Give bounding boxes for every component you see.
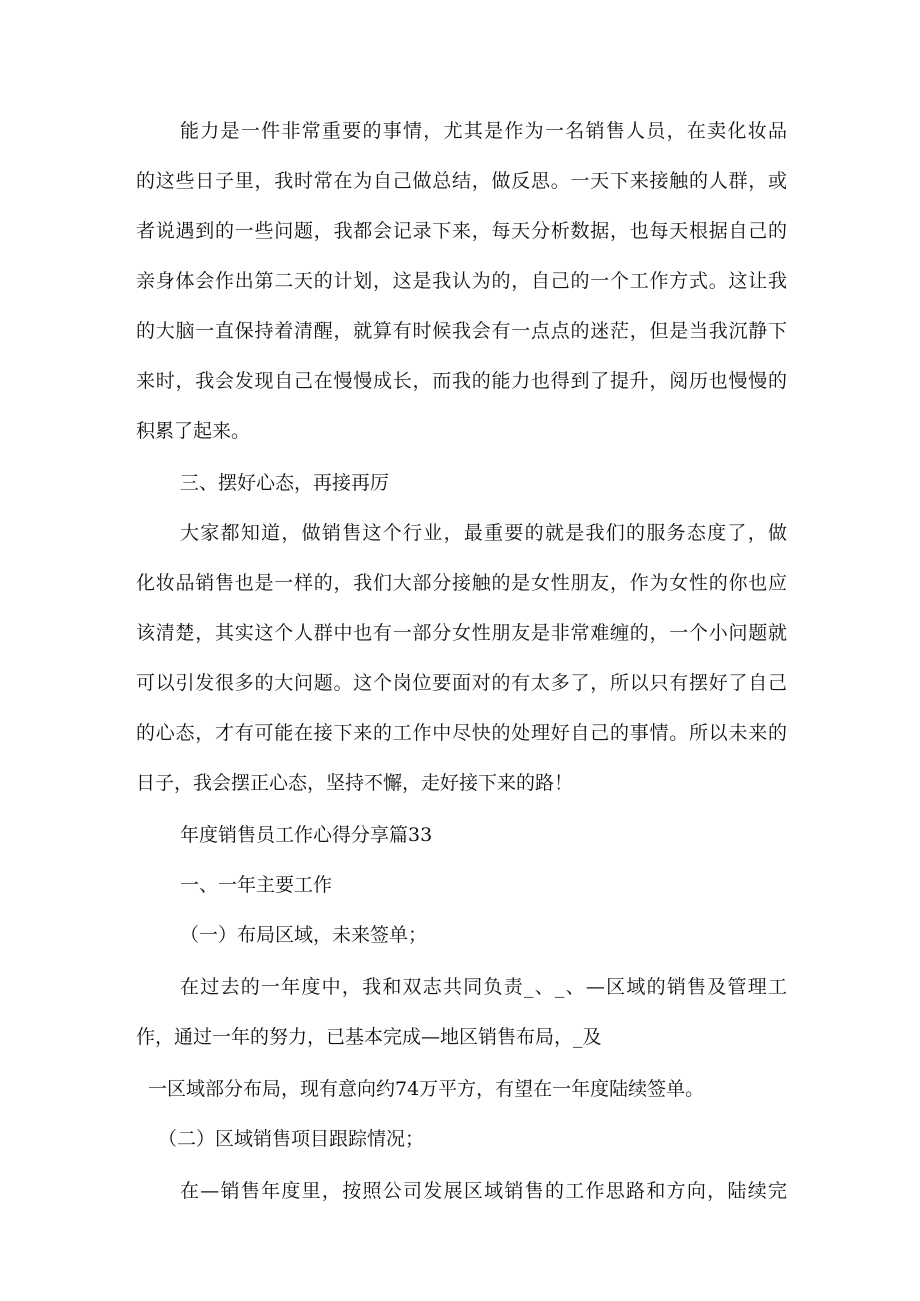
- paragraph-line: 可以引发很多的大问题。这个岗位要面对的有太多了，所以只有摆好了自己: [136, 672, 787, 694]
- paragraph-line: 能力是一件非常重要的事情，尤其是作为一名销售人员，在卖化妆品: [180, 120, 787, 142]
- paragraph-line: 的心态，才有可能在接下来的工作中尽快的处理好自己的事情。所以未来的: [136, 722, 787, 744]
- paragraph-line: 大家都知道，做销售这个行业，最重要的就是我们的服务态度了，做: [180, 522, 787, 544]
- article-title: 年度销售员工作心得分享篇33: [180, 824, 433, 846]
- paragraph-line: 化妆品销售也是一样的，我们大部分接触的是女性朋友，作为女性的你也应: [136, 572, 787, 594]
- paragraph-line: 来时，我会发现自己在慢慢成长，而我的能力也得到了提升，阅历也慢慢的: [136, 370, 787, 392]
- paragraph-line: 在—销售年度里，按照公司发展区域销售的工作思路和方向，陆续完: [180, 1180, 787, 1202]
- paragraph-line: 的这些日子里，我时常在为自己做总结，做反思。一天下来接触的人群，或: [136, 170, 787, 192]
- section-heading: 三、摆好心态，再接再厉: [180, 472, 390, 494]
- paragraph-line: 该清楚，其实这个人群中也有一部分女性朋友是非常难缠的，一个小问题就: [136, 622, 787, 644]
- paragraph-line: 亲身体会作出第二天的计划，这是我认为的，自己的一个工作方式。这让我: [136, 270, 787, 292]
- paragraph-line: 作，通过一年的努力，已基本完成—地区销售布局，_及: [136, 1026, 602, 1048]
- paragraph-line: 者说遇到的一些问题，我都会记录下来，每天分析数据，也每天根据自己的: [136, 220, 787, 242]
- subsection-heading: （一）布局区域，未来签单；: [180, 924, 428, 946]
- subsection-heading: （二）区域销售项目跟踪情况；: [158, 1128, 425, 1150]
- paragraph-line: 在过去的一年度中，我和双志共同负责_、_、—区域的销售及管理工: [180, 976, 787, 998]
- paragraph-line: 日子，我会摆正心态，坚持不懈，走好接下来的路！: [136, 772, 574, 794]
- paragraph-line: 一区域部分布局，现有意向约74万平方，有望在一年度陆续签单。: [148, 1078, 705, 1100]
- paragraph-line: 积累了起来。: [136, 420, 251, 442]
- paragraph-line: 的大脑一直保持着清醒，就算有时候我会有一点点的迷茫，但是当我沉静下: [136, 320, 787, 342]
- section-heading: 一、一年主要工作: [180, 874, 333, 896]
